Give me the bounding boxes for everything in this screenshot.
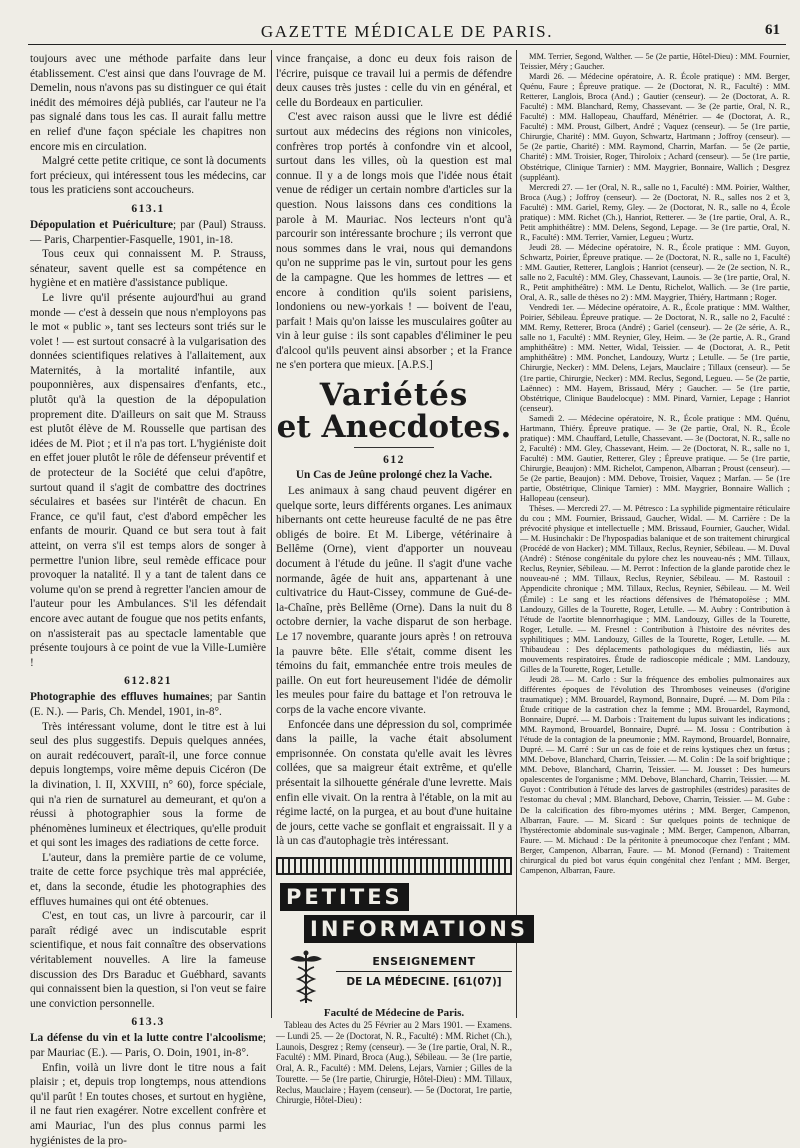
column-right <box>520 52 790 1020</box>
paragraph: Le livre qu'il présente aujourd'hui au grand monde — c'est à dessein que nous n'employons pas le mot « public », tant ses lecteurs sont triés sur le volet ! — est surtout consacré à la vulgarisation des données scientifiques relatives à l'allaitement, aux Maternités, à la mortalité infantile, aux pouponnières, aux dispensaires d'enfants, etc., plutôt qu'à la question de la dépopulation proprement dite. D'ailleurs on sait que M. Strauss est plutôt élève de M. Rousselle que partisan des idées de M. Piot ; et il n'a pas tort. L'hygiéniste doit en effet jouer plutôt le rôle de défenseur préventif et de protecteur de la Société que celui d'apôtre, surtout quand il s'agit de combattre des doctrines séculaires et basées sur l'intérêt de chacun. En France, ce qu'il faut, c'est d'abord empêcher les enfants de mourir. Quand ce but sera tout à fait atteint, on verra s'il est temps alors de songer à permettre l'union libre, seul remède efficace pour provoquer la natalité. Il y a tant de talent dans ce volume qu'on se prend à regretter l'ancien amour de l'auteur pour les Ambulances. S'il les défendait encore avec autant de fougue que nos petits enfants, on n'assisterait pas au spectacle lamentable que présente toujours à ce point de vue la Ville-Lumière ! <box>30 291 266 669</box>
section-number: 612 <box>383 454 405 467</box>
paragraph: Mercredi 27. — 1er (Oral, N. R., salle no 1, Faculté) : MM. Poirier, Walther, Broca (Aug.) ; Joffroy (censeur). — 2e (Doctorat, N. R., salles nos 2 et 3, Faculté) : MM. Gariel, Remy, Gley. — 2e (Doctorat, N. R., salle no 4, École pratique) : MM. Richet (Ch.), Hanriot, Retterer. — 3e (1re partie, Oral, A. R., Petit amphithéâtre) : MM. Delens, Segond, Lepage. — 3e (1re partie, Oral, N. R., Faculté) : MM. Terrier, Varnier, Legueu ; Wurtz. <box>520 182 790 242</box>
paragraph: Enfin, voilà un livre dont le titre nous a fait plaisir ; et, depuis trop longtemps, nous attendions qu'il parût ! En toutes choses, et surtout en hygiène, il ne faut rien exagérer. Notre excellent confrère et ami Mauriac, l'un des plus connus parmi les hygiénistes de la pro- <box>30 1061 266 1147</box>
paragraph: Mardi 26. — Médecine opératoire, A. R. École pratique) : MM. Berger, Quénu, Faure ; Épreuve pratique. — 2e (Doctorat, N. R., Faculté) : MM. Retterer, Langlois, Broca (And.) ; Gautier (censeur). — 2e (Doctorat, A. R. Faculté) : MM. Blanchard, Remy, Chassevant. — 3e (2e partie, Oral, N. R., Faculté) : MM. Hallopeau, Chauffard, Ménétrier. — 4e (Doctorat, A. R., Faculté) : MM. Proust, Gilbert, André ; Vaquez (censeur). — 5e (1re partie, Chirurgie, Charité) : MM. Guyon, Schwartz, Hartmann ; Joffroy (censeur). — 5e (2e partie, Charité) : MM. Raymond, Charrin, Marfan. — 5e (2e partie, Charité) : MM. Troisier, Roger, Thiroloix ; Achard (censeur). — 5e (1re partie, Obstétrique, Clinique Tarnier) : MM. Maygrier, Bonnaire, Wallich ; Desgrez (suppléant). <box>520 72 790 182</box>
paragraph: Très intéressant volume, dont le titre est à lui seul des plus suggestifs. Depuis quelques années, on aurait redécouvert, paraît-il, une force connue depuis longtemps, voire même depuis Cicéron (De la divination, l. II, XXVIII, n° 60), force spéciale, qui n'a rien de surnaturel au demeurant, et qu'on a réussi à photographier sous la forme de phénomènes lumineux et électriques, qu'elle produit et qui sont les images des radiations de cette force. <box>30 720 266 850</box>
paragraph: Enfoncée dans une dépression du sol, comprimée dans la paille, la vache était absolument emprisonnée. On constata qu'elle avait les lèvres collées, que sa maigreur était extrême, et qu'elle présentait la silhouette générale d'une levrette. Mais enfin elle vivait. On la rentra à l'étable, on la mit au régime lacté, on la purgea, et au bout d'une huitaine de jours, cette vache se gonflait et engraissait. Il y a là un cas d'autophagie très intéressant. <box>276 718 512 848</box>
article-title: Dépopulation et Puériculture <box>30 218 173 231</box>
paragraph: Thèses. — Mercredi 27. — M. Pétresco : La syphilide pigmentaire réticulaire du cou ; MM. Fournier, Brissaud, Gaucher, Widal. — M. Carrière : De la prévocité physique et intellectuelle ; MM. Brissaud, Fournier, Gaucher, Widal. — M. Husinchakir : De l'hypospadias balanique et de son traitement chirurgical (Procédé de von Hacker) ; MM. Tillaux, Reclus, Reynier, Sébileau. — M. Duval (André) : Sténose congénitale du pylore chez les nouveau-nés ; MM. Tillaux, Reclus, Reynier, Sébileau. — M. Perrot : Infection de la glande parotide chez le nouveau-né ; MM. Tillaux, Reclus, Reynier, Sébileau. — M. Rastouil : Appendicite chronique ; MM. Tillaux, Reclus, Reynier, Sébileau. — M. Weil (Émile) : Le sang et les réactions défensives de l'hématopoïèse ; MM. Landouzy, Gilles de la Tourette, Roger, Letulle. — M. Aubry : Contribution à l'étude de l'aortite blennorrhagique ; MM. Landouzy, Gilles de la Tourette, Roger, Letulle. — M. Fresnel : Contribution à l'histoire des névrites des syphilitiques ; MM. Landouzy, Gilles de la Tourette, Roger, Letulle. — M. Thibaudeau : Des déplacements pathologiques du médiastin, liés aux mouvements respiratoires. Étude de radioscopie médicale ; MM. Landouzy, Gilles de la Tourette, Roger, Letulle. <box>520 504 790 674</box>
paragraph: Tableau des Actes du 25 Février au 2 Mars 1901. — Examens. — Lundi 25. — 2e (Doctorat, N. R., Faculté) : MM. Richet (Ch.), Launois, Desgrez ; Remy (censeur). — 3e (1re partie, Oral, N. R., Faculté) : MM. Pinard, Broca (Aug.), Sébileau. — 3e (1re partie, Oral, A. R., Faculté) : MM. Delens, Lejars, Varnier ; Gilles de la Tourette. — 5e (1re partie, Chirurgie, Hôtel-Dieu) : MM. Tillaux, Reclus, Mauclaire ; Hayem (censeur). — 5e (Doctorat, 1re partie, Chirurgie, Hôtel-Dieu) : <box>276 1019 512 1106</box>
paragraph: Malgré cette petite critique, ce sont là documents fort précieux, qui intéressent tous les médecins, car tous les praticiens sont accoucheurs. <box>30 155 266 197</box>
paragraph: toujours avec une méthode parfaite dans leur établissement. C'est ainsi que dans l'ouvrage de M. Demelin, nous n'avons pas su distinguer ce qui était inédit des mémoires déjà publiés, car l'auteur ne l'a pas signalé dans tous les cas. Il aurait fallu mettre en relief d'une façon spéciale les chapitres non encore mis en circulation. <box>30 53 266 153</box>
banner-word: PETITES <box>280 883 409 911</box>
enseignement-subtitle: DE LA MÉDECINE. [61(07)] <box>346 975 502 988</box>
paragraph: Samedi 2. — Médecine opératoire, N. R., École pratique : MM. Quénu, Hartmann, Thiéry. Épreuve pratique. — 3e (2e partie, Oral, N. R., École pratique) : MM. Chauffard, Letulle, Chassevant. — 3e (Doctorat, N. R., salle no 2, Faculté) : MM. Gley, Chassevant, Heim. — 2e (Doctorat, N. R., salle no 1, Faculté) : MM. Gautier, Retterer, Gley ; Épreuve pratique. — 5e (1re partie, Chirurgie, Beaujon) : MM. Richelot, Campenon, Albarran ; Proust (censeur). — 5e (2e partie, Beaujon) : MM. Debove, Troisier, Vaquez ; Marfan. — 5e (1re partie, Obstétrique, Clinique Tarnier) : MM. Maygrier, Bonnaire Wallich ; Hallopeau (censeur). <box>520 413 790 504</box>
story-title: Un Cas de Jeûne prolongé chez la Vache. <box>295 469 493 482</box>
paragraph: C'est avec raison aussi que le livre est dédié surtout aux médecins des régions non vinicoles, confrères trop portés à confondre vin et alcool, surtout dans les villes, où la question est mal connue. Il y a de longs mois que l'idée nous était venue de rédiger un certain nombre d'articles sur la question. Nous laissons dans ces conditions la parole à M. Mauriac. Nos lecteurs n'ont qu'à parcourir son intéressante brochure ; ils verront que nous sommes dans le vrai, nous qui demandons qu'on ne supprime pas le vin, surtout pour les gens de la campagne. Que les hommes de lettres — et encore à condition qu'ils soient parisiens, londoniens ou new-yorkais ! — boivent de l'eau, parfait ! Mais qu'on laisse les musculaires goûter au vin à leur guise : ils sont capables d'éliminer le peu d'alcool qu'ils peuvent ainsi absorber ; et la France ne s'en portera que mieux. [A.P.S.] <box>276 111 512 372</box>
paragraph: vince française, a donc eu deux fois raison de l'écrire, puisque ce travail lui a permis de défendre deux causes très justes : celle du vin en général, et celle du Bordeaux en particulier. <box>276 53 512 109</box>
article-meta: ; par Santin (E. N.). — Paris, Ch. Mendel, 1901, in-8°. <box>30 691 266 718</box>
section-number: 613.3 <box>131 1016 165 1029</box>
paragraph: MM. Terrier, Segond, Walther. — 5e (2e partie, Hôtel-Dieu) : MM. Fournier, Teissier, Méry ; Gaucher. <box>520 52 790 72</box>
column-middle <box>276 52 528 1106</box>
column-rule <box>516 50 517 1018</box>
article-heading <box>30 1031 266 1060</box>
enseignement-title: ENSEIGNEMENT <box>372 954 476 968</box>
section-number: 613.1 <box>131 202 165 215</box>
article-meta: ; par Mauriac (E.). — Paris, O. Doin, 1901, in-8°. <box>30 1032 266 1059</box>
faculty-heading: Faculté de Médecine de Paris. <box>323 1006 465 1019</box>
paragraph: Jeudi 28. — Médecine opératoire, N. R., École pratique : MM. Guyon, Schwartz, Poirier, Épreuve pratique. — 2e (Doctorat, N. R., salle no 1, Faculté) : MM. Gautier, Retterer, Langlois ; Hanriot (censeur). — 2e (2e section, N. R., salle no 2, Faculté) : MM. Gley, Chassevant, Launois. — 3e (1re partie, Oral, N. R., Petit amphithéâtre) : MM. Le Dentu, Richelot, Wallich. — 3e (1re partie, Oral, A. R., salle de thèses no 2) : MM. Maygrier, Thiéry, Hartmann ; Roger. <box>520 242 790 303</box>
divider <box>354 447 434 448</box>
ornamental-border <box>276 857 512 875</box>
page-header <box>28 18 786 45</box>
paragraph: L'auteur, dans la première partie de ce volume, traite de cette force psychique très mal appréciée, et, dans la seconde, étudie les photographies des effluves humaines qui ont été obtenues. <box>30 851 266 908</box>
article-meta: ; par (Paul) Strauss. — Paris, Charpentier-Fasquelle, 1901, in-18. <box>30 218 267 246</box>
article-title: La défense du vin et la lutte contre l'alcoolisme <box>30 1032 263 1045</box>
divider <box>336 971 512 972</box>
page-number: 61 <box>765 22 780 38</box>
article-heading <box>30 218 266 247</box>
caduceus-icon <box>286 949 326 1005</box>
column-left <box>30 52 267 1147</box>
paragraph: Les animaux à sang chaud peuvent digérer en quelque sorte, leurs différents organes. Les animaux hibernants ont cette heureuse faculté de ne pas être obligés de boire. Et M. Liberge, vétérinaire à Bellême (Orne), vient d'apporter un nouveau document à l'étude du jeûne. Il s'agit d'une vache normande, âgée de huit ans, appartenant à une cultivatrice du Haut-Cissey, commune de Gué-de-la-Chaîne, près Bellême (Orne). Dans la nuit du 8 octobre dernier, la vache disparut de son herbage. Le 17 novembre, quarante jours après ! on retrouva la pauvre bête. Elle s'était, comme disent les témoins du fait, emmanchée entre trois meules de paille. On eut fort heureusement l'idée de démolir les meules pour faire du battage et l'on retrouva le corps de la vache encore vivante. <box>276 485 512 716</box>
paragraph: Jeudi 28. — M. Carlo : Sur la fréquence des embolies pulmonaires aux différentes époques de l'évolution des Thromboses veineuses (d'origine traumatique) ; MM. Brouardel, Raymond, Bonnaire, Dupré. — M. Dom Pila : Étude critique de la castration chez la femme ; MM. Brouardel, Raymond, Bonnaire, Dupré. — M. Darbois : Traitement du lupus suivant les indications ; MM. Raymond, Brouardel, Bonnaire, Dupré. — M. Jossu : Contribution à l'étude de la contagion de la pneumonie ; MM. Raymond, Brouardel, Bonnaire, Dupré. — M. Carré : Sur un cas de foie et de reins kystiques chez un fœtus ; MM. Debove, Blanchard, Charrin, Teissier. — M. Colin : De la soif brightique ; MM. Debove, Blanchard, Charrin, Teissier. — M. Jousset : Des humeurs opalescentes de l'organisme ; MM. Debove, Blanchard, Charrin, Teissier. — M. Guyot : Contribution à l'étude des larves de gastrophiles (œstrides) parasites de l'estomac du cheval ; MM. Blanchard, Debove, Charrin, Teissier. — M. Gube : De la calcification des fibro-myomes utérins ; MM. Berger, Campenon, Albarran, Faure. — M. Sicard : Sur quelques points de technique de l'hystérectomie abdominale sus-vaginale ; MM. Berger, Campenon, Albarran, Faure. — M. Michaud : De la péritonite à pneumocoque chez l'enfant ; MM. Berger, Campenon, Albarran, Faure. — M. Monod (Fernand) : Traitement chirurgical du pied bot varus équin congénital chez l'enfant ; MM. Berger, Campenon, Albarran, Faure. <box>520 674 790 875</box>
column-rule <box>271 50 272 1018</box>
section-number: 612.821 <box>124 675 172 688</box>
journal-title: GAZETTE MÉDICALE DE PARIS. <box>260 22 554 41</box>
paragraph: C'est, en tout cas, un livre à parcourir, car il paraît rédigé avec un indiscutable esprit scientifique, et nous fait connaître des observations véritablement nouvelles. A lire la fameuse discussion des Drs Baraduc et Guébhard, savants qui connaissent bien la question, si l'on veut se faire une conviction personnelle. <box>30 910 266 1010</box>
paragraph: Tous ceux qui connaissent M. P. Strauss, sénateur, savent quelle est sa compétence en hygiène et en matière d'assistance publique. <box>30 248 266 290</box>
enseignement-heading <box>276 949 512 1005</box>
paragraph: Vendredi 1er. — Médecine opératoire, A. R., École pratique : MM. Walther, Poirier, Sébileau. Épreuve pratique. — 2e Doctorat, N. R., salle no 2, Faculté : MM. Remy, Retterer, Broca (André) ; Gariel (censeur). — 2e (2e série, A. R., salle no 1, Faculté) : MM. Reynier, Gley, Heim. — 3e (2e partie, A. R., Grand amphithéâtre) : MM. Netter, Widal, Teissier. — 4e (Doctorat, A. R., Petit amphithéâtre) : MM. Ponchet, Landouzy, Wurtz ; Letulle. — 5e (1re partie, Chirurgie, Necker) : MM. Delens, Lejars, Mauclaire ; Tillaux (censeur). — 5e (1re partie, Chirurgie, Necker) : MM. Reclus, Segond, Legueu. — 5e (2e partie, Laënnec) : MM. Hayem, Brissaud, Méry ; Gaucher. — 5e (1re partie, Obstétrique, Clinique Baudelocque) : MM. Pinard, Varnier, Lepage ; Hanriot (censeur). <box>520 303 790 413</box>
banner-word: INFORMATIONS <box>304 915 534 943</box>
varietes-heading-line2: et Anecdotes. <box>276 409 512 446</box>
article-heading <box>30 690 266 719</box>
varietes-heading: Variétés <box>319 377 469 414</box>
exam-table <box>276 1020 512 1106</box>
article-title: Photographie des effluves humaines <box>30 691 210 704</box>
petites-informations-banner <box>276 881 528 945</box>
